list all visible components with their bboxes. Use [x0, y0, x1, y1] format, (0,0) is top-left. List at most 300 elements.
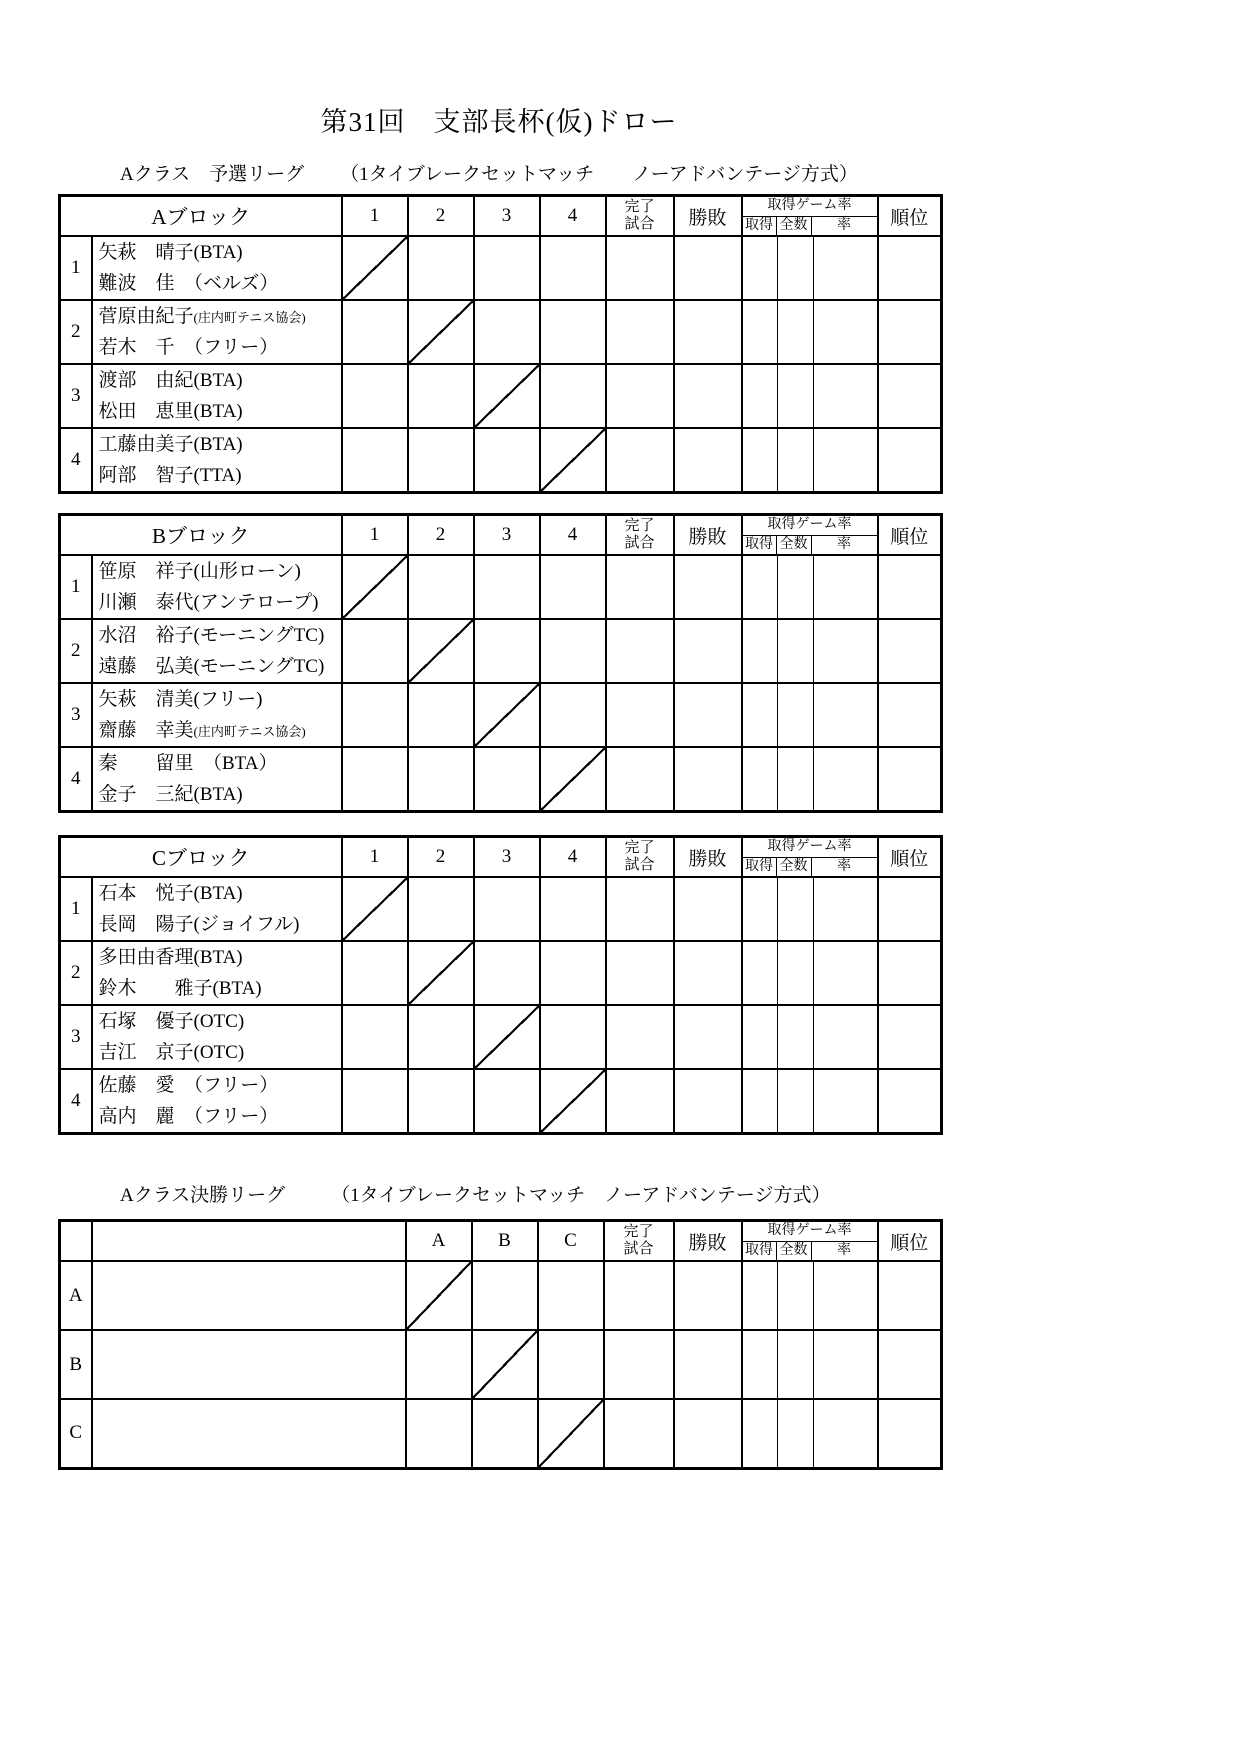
game-rate-label: 取得ゲーム率 [767, 198, 852, 213]
team-players [92, 1005, 342, 1069]
team-players [92, 555, 342, 619]
col-header-a: A [406, 1221, 472, 1262]
match-cell [540, 941, 606, 1005]
col-header-winloss: 勝敗 [674, 1221, 742, 1262]
match-cell [540, 1005, 606, 1069]
final-row [60, 1261, 942, 1330]
team-row [60, 364, 942, 428]
rank-cell [878, 1399, 942, 1468]
acquired-cell [742, 428, 778, 493]
rank-cell [878, 1330, 942, 1399]
match-cell [474, 428, 540, 493]
winloss-cell [674, 555, 742, 619]
match-cell [406, 1399, 472, 1468]
total-cell [778, 1330, 814, 1399]
team-number: 2 [60, 941, 92, 1005]
player-name: 齋藤 幸美 [98, 720, 194, 741]
rank-cell [878, 300, 942, 364]
completed-matches-cell [606, 683, 674, 747]
completed-matches-cell [606, 941, 674, 1005]
col-header-rank: 順位 [878, 1221, 942, 1262]
col-header-b: B [472, 1221, 538, 1262]
player-name: 工藤由美子(BTA) [98, 434, 243, 455]
player-club-small: (庄内町テニス協会) [193, 724, 306, 739]
rank-cell [878, 619, 942, 683]
acquired-cell [742, 683, 778, 747]
team-number: 2 [60, 619, 92, 683]
block-a-table [58, 194, 943, 494]
player-line [99, 684, 341, 715]
rate-cell [814, 555, 878, 619]
completed-matches-cell [606, 747, 674, 812]
game-rate-label: 取得ゲーム率 [767, 1223, 852, 1238]
match-cell-self [540, 747, 606, 812]
player-line [99, 332, 341, 363]
rate-label: 率 [837, 1243, 852, 1258]
final-row-label: C [60, 1399, 92, 1468]
player-name: 長岡 陽子(ジョイフル) [98, 914, 300, 935]
completed-matches-cell [606, 300, 674, 364]
col-header-completed [606, 515, 674, 556]
winloss-cell [674, 364, 742, 428]
final-row-label: B [60, 1330, 92, 1399]
player-line [99, 396, 341, 427]
col-header-3: 3 [474, 515, 540, 556]
total-cell [778, 1261, 814, 1330]
rate-label: 率 [837, 859, 852, 874]
player-line [99, 301, 341, 332]
player-line [99, 909, 341, 940]
player-name: 矢萩 清美(フリー) [98, 689, 263, 710]
match-cell [474, 555, 540, 619]
col-header-completed [604, 1221, 674, 1262]
player-line [99, 429, 341, 460]
final-section-heading [120, 1180, 940, 1207]
completed-line-2: 試合 [624, 216, 655, 232]
total-cell [778, 877, 814, 941]
col-header-completed [606, 196, 674, 237]
match-cell [342, 683, 408, 747]
col-header-4: 4 [540, 515, 606, 556]
match-cell [540, 300, 606, 364]
team-players [92, 941, 342, 1005]
acquired-cell [742, 619, 778, 683]
rate-label: 率 [837, 218, 852, 233]
acquired-cell [742, 747, 778, 812]
acquired-cell [742, 1330, 778, 1399]
col-header-rank: 順位 [878, 837, 942, 878]
acquired-cell [742, 1261, 778, 1330]
game-rate-label: 取得ゲーム率 [767, 517, 852, 532]
rate-cell [814, 619, 878, 683]
team-players [92, 877, 342, 941]
match-cell-self [538, 1399, 604, 1468]
team-players [92, 236, 342, 300]
player-name: 金子 三紀(BTA) [98, 784, 243, 805]
acquired-cell [742, 1005, 778, 1069]
player-line [99, 268, 341, 299]
match-cell [342, 747, 408, 812]
rate-cell [814, 877, 878, 941]
col-header-1: 1 [342, 515, 408, 556]
block-title: Aブロック [60, 196, 342, 237]
winloss-cell [674, 1069, 742, 1134]
team-number: 3 [60, 1005, 92, 1069]
player-line [99, 748, 341, 779]
acquired-cell [742, 300, 778, 364]
prelim-section-note: （1タイブレークセットマッチ ノーアドバンテージ方式） [340, 164, 858, 185]
acquired-label: 取得 [743, 536, 777, 554]
rate-label: 率 [837, 537, 852, 552]
match-cell [474, 619, 540, 683]
rank-cell [878, 428, 942, 493]
col-header-c: C [538, 1221, 604, 1262]
match-cell [342, 941, 408, 1005]
acquired-label: 取得 [743, 1242, 777, 1260]
final-row-label: A [60, 1261, 92, 1330]
rank-cell [878, 555, 942, 619]
col-header-game-rate [742, 837, 878, 878]
acquired-label: 取得 [743, 217, 777, 235]
match-cell [540, 555, 606, 619]
team-row [60, 236, 942, 300]
rate-cell [814, 364, 878, 428]
completed-line-1: 完了 [624, 518, 655, 534]
match-cell [408, 683, 474, 747]
rate-cell [814, 428, 878, 493]
col-header-rank: 順位 [878, 196, 942, 237]
col-header-3: 3 [474, 837, 540, 878]
final-team-name-cell [92, 1261, 406, 1330]
total-cell [778, 236, 814, 300]
match-cell-self [540, 428, 606, 493]
match-cell [408, 364, 474, 428]
acquired-cell [742, 364, 778, 428]
total-label: 全数 [777, 536, 812, 554]
col-header-2: 2 [408, 837, 474, 878]
match-cell [408, 555, 474, 619]
match-cell-self [474, 1005, 540, 1069]
completed-line-1: 完了 [624, 199, 655, 215]
acquired-cell [742, 1399, 778, 1468]
rate-cell [814, 300, 878, 364]
match-cell-self [474, 364, 540, 428]
player-name: 難波 佳 （ベルズ） [98, 273, 279, 294]
match-cell-self [342, 555, 408, 619]
team-players [92, 619, 342, 683]
total-cell [778, 555, 814, 619]
col-header-game-rate [742, 515, 878, 556]
completed-matches-cell [606, 877, 674, 941]
col-header-winloss: 勝敗 [674, 196, 742, 237]
acquired-cell [742, 236, 778, 300]
completed-matches-cell [606, 428, 674, 493]
match-cell [474, 1069, 540, 1134]
match-cell [342, 619, 408, 683]
team-row [60, 877, 942, 941]
team-number: 2 [60, 300, 92, 364]
header-empty-name [92, 1221, 406, 1262]
rank-cell [878, 747, 942, 812]
completed-matches-cell [604, 1399, 674, 1468]
winloss-cell [674, 236, 742, 300]
player-line [99, 365, 341, 396]
rank-cell [878, 941, 942, 1005]
winloss-cell [674, 747, 742, 812]
rank-cell [878, 877, 942, 941]
rate-cell [814, 236, 878, 300]
col-header-winloss: 勝敗 [674, 515, 742, 556]
completed-matches-cell [606, 1069, 674, 1134]
col-header-4: 4 [540, 196, 606, 237]
player-name: 多田由香理(BTA) [98, 947, 243, 968]
total-cell [778, 1005, 814, 1069]
match-cell [538, 1330, 604, 1399]
final-row [60, 1399, 942, 1468]
rate-cell [814, 1330, 878, 1399]
player-name: 遠藤 弘美(モーニングTC) [98, 656, 325, 677]
block-title: Bブロック [60, 515, 342, 556]
prelim-section-heading [120, 159, 940, 186]
game-rate-subheader [743, 535, 877, 554]
team-row [60, 619, 942, 683]
player-line [99, 1037, 341, 1068]
final-section-label: Aクラス決勝リーグ [120, 1185, 286, 1206]
match-cell [406, 1330, 472, 1399]
match-cell [474, 747, 540, 812]
col-header-winloss: 勝敗 [674, 837, 742, 878]
block-title: Cブロック [60, 837, 342, 878]
final-team-name-cell [92, 1399, 406, 1468]
team-row [60, 428, 942, 493]
rank-cell [878, 364, 942, 428]
team-row [60, 683, 942, 747]
rate-cell [814, 1399, 878, 1468]
player-line [99, 1006, 341, 1037]
rank-cell [878, 1069, 942, 1134]
match-cell-self [406, 1261, 472, 1330]
team-number: 1 [60, 877, 92, 941]
game-rate-subheader [743, 1241, 877, 1260]
match-cell [540, 877, 606, 941]
match-cell-self [408, 941, 474, 1005]
team-number: 4 [60, 428, 92, 493]
match-cell [342, 364, 408, 428]
match-cell-self [472, 1330, 538, 1399]
winloss-cell [674, 683, 742, 747]
player-line [99, 587, 341, 618]
team-players [92, 683, 342, 747]
col-header-2: 2 [408, 515, 474, 556]
team-players [92, 747, 342, 812]
match-cell-self [408, 619, 474, 683]
acquired-cell [742, 877, 778, 941]
player-name: 石本 悦子(BTA) [98, 883, 243, 904]
player-line [99, 237, 341, 268]
match-cell [540, 236, 606, 300]
rate-cell [814, 747, 878, 812]
completed-matches-cell [606, 364, 674, 428]
team-number: 1 [60, 236, 92, 300]
match-cell [472, 1261, 538, 1330]
col-header-1: 1 [342, 837, 408, 878]
match-cell [538, 1261, 604, 1330]
col-header-game-rate [742, 1221, 878, 1262]
final-row [60, 1330, 942, 1399]
match-cell [408, 747, 474, 812]
total-cell [778, 1069, 814, 1134]
player-name: 菅原由紀子 [98, 306, 194, 327]
team-players [92, 1069, 342, 1134]
completed-line-2: 試合 [624, 857, 655, 873]
match-cell [408, 1005, 474, 1069]
player-name: 渡部 由紀(BTA) [98, 370, 243, 391]
match-cell [474, 236, 540, 300]
player-name: 鈴木 雅子(BTA) [98, 978, 262, 999]
player-line [99, 556, 341, 587]
team-number: 4 [60, 747, 92, 812]
match-cell-self [342, 236, 408, 300]
completed-matches-cell [604, 1261, 674, 1330]
match-cell-self [342, 877, 408, 941]
total-cell [778, 1399, 814, 1468]
player-line [99, 1070, 341, 1101]
player-line [99, 942, 341, 973]
total-cell [778, 619, 814, 683]
completed-line-1: 完了 [623, 1224, 654, 1240]
player-name: 石塚 優子(OTC) [98, 1011, 245, 1032]
team-row [60, 555, 942, 619]
match-cell [342, 1069, 408, 1134]
final-league-table [58, 1219, 943, 1470]
player-name: 阿部 智子(TTA) [98, 465, 242, 486]
match-cell-self [474, 683, 540, 747]
col-header-completed [606, 837, 674, 878]
match-cell [408, 877, 474, 941]
completed-line-2: 試合 [624, 535, 655, 551]
player-name: 矢萩 晴子(BTA) [98, 242, 243, 263]
completed-matches-cell [604, 1330, 674, 1399]
team-players [92, 428, 342, 493]
match-cell [342, 300, 408, 364]
completed-matches-cell [606, 555, 674, 619]
team-row [60, 941, 942, 1005]
rank-cell [878, 236, 942, 300]
rank-cell [878, 683, 942, 747]
player-line [99, 973, 341, 1004]
acquired-cell [742, 555, 778, 619]
player-line [99, 1101, 341, 1132]
winloss-cell [674, 1005, 742, 1069]
header-empty-corner [60, 1221, 92, 1262]
team-number: 3 [60, 364, 92, 428]
match-cell-self [540, 1069, 606, 1134]
team-row [60, 747, 942, 812]
player-name: 佐藤 愛 （フリー） [98, 1075, 279, 1096]
team-players [92, 364, 342, 428]
total-label: 全数 [777, 217, 812, 235]
final-team-name-cell [92, 1330, 406, 1399]
match-cell [474, 941, 540, 1005]
col-header-game-rate [742, 196, 878, 237]
completed-line-1: 完了 [624, 840, 655, 856]
rate-cell [814, 1261, 878, 1330]
winloss-cell [674, 941, 742, 1005]
winloss-cell [674, 300, 742, 364]
player-name: 吉江 京子(OTC) [98, 1042, 245, 1063]
rate-cell [814, 683, 878, 747]
col-header-3: 3 [474, 196, 540, 237]
acquired-label: 取得 [743, 858, 777, 876]
total-cell [778, 683, 814, 747]
player-name: 笹原 祥子(山形ローン) [98, 561, 301, 582]
player-name: 松田 恵里(BTA) [98, 401, 243, 422]
col-header-1: 1 [342, 196, 408, 237]
player-line [99, 878, 341, 909]
winloss-cell [674, 1261, 742, 1330]
team-row [60, 1069, 942, 1134]
total-cell [778, 941, 814, 1005]
winloss-cell [674, 877, 742, 941]
rate-cell [814, 941, 878, 1005]
winloss-cell [674, 428, 742, 493]
team-row [60, 1005, 942, 1069]
completed-matches-cell [606, 1005, 674, 1069]
player-name: 川瀬 泰代(アンテロープ) [98, 592, 319, 613]
match-cell [342, 428, 408, 493]
team-number: 4 [60, 1069, 92, 1134]
player-name: 水沼 裕子(モーニングTC) [98, 625, 325, 646]
completed-matches-cell [606, 619, 674, 683]
game-rate-subheader [743, 216, 877, 235]
match-cell [474, 877, 540, 941]
page [58, 0, 940, 1470]
player-name: 若木 千 （フリー） [98, 337, 279, 358]
total-cell [778, 364, 814, 428]
completed-matches-cell [606, 236, 674, 300]
prelim-section-label: Aクラス 予選リーグ [120, 164, 305, 185]
team-row [60, 300, 942, 364]
total-label: 全数 [777, 858, 812, 876]
player-name: 高内 麗 （フリー） [98, 1106, 279, 1127]
game-rate-subheader [743, 857, 877, 876]
game-rate-label: 取得ゲーム率 [767, 839, 852, 854]
team-number: 3 [60, 683, 92, 747]
total-cell [778, 747, 814, 812]
rate-cell [814, 1069, 878, 1134]
total-label: 全数 [777, 1242, 812, 1260]
total-cell [778, 300, 814, 364]
match-cell [540, 364, 606, 428]
player-line [99, 779, 341, 810]
rate-cell [814, 1005, 878, 1069]
block-c-table [58, 835, 943, 1135]
match-cell [342, 1005, 408, 1069]
col-header-4: 4 [540, 837, 606, 878]
acquired-cell [742, 1069, 778, 1134]
match-cell [408, 1069, 474, 1134]
acquired-cell [742, 941, 778, 1005]
rank-cell [878, 1261, 942, 1330]
match-cell [408, 236, 474, 300]
player-line [99, 460, 341, 491]
winloss-cell [674, 1330, 742, 1399]
match-cell-self [408, 300, 474, 364]
match-cell [540, 683, 606, 747]
winloss-cell [674, 619, 742, 683]
match-cell [540, 619, 606, 683]
page-title: 第31回 支部長杯(仮)ドロー [320, 107, 678, 137]
